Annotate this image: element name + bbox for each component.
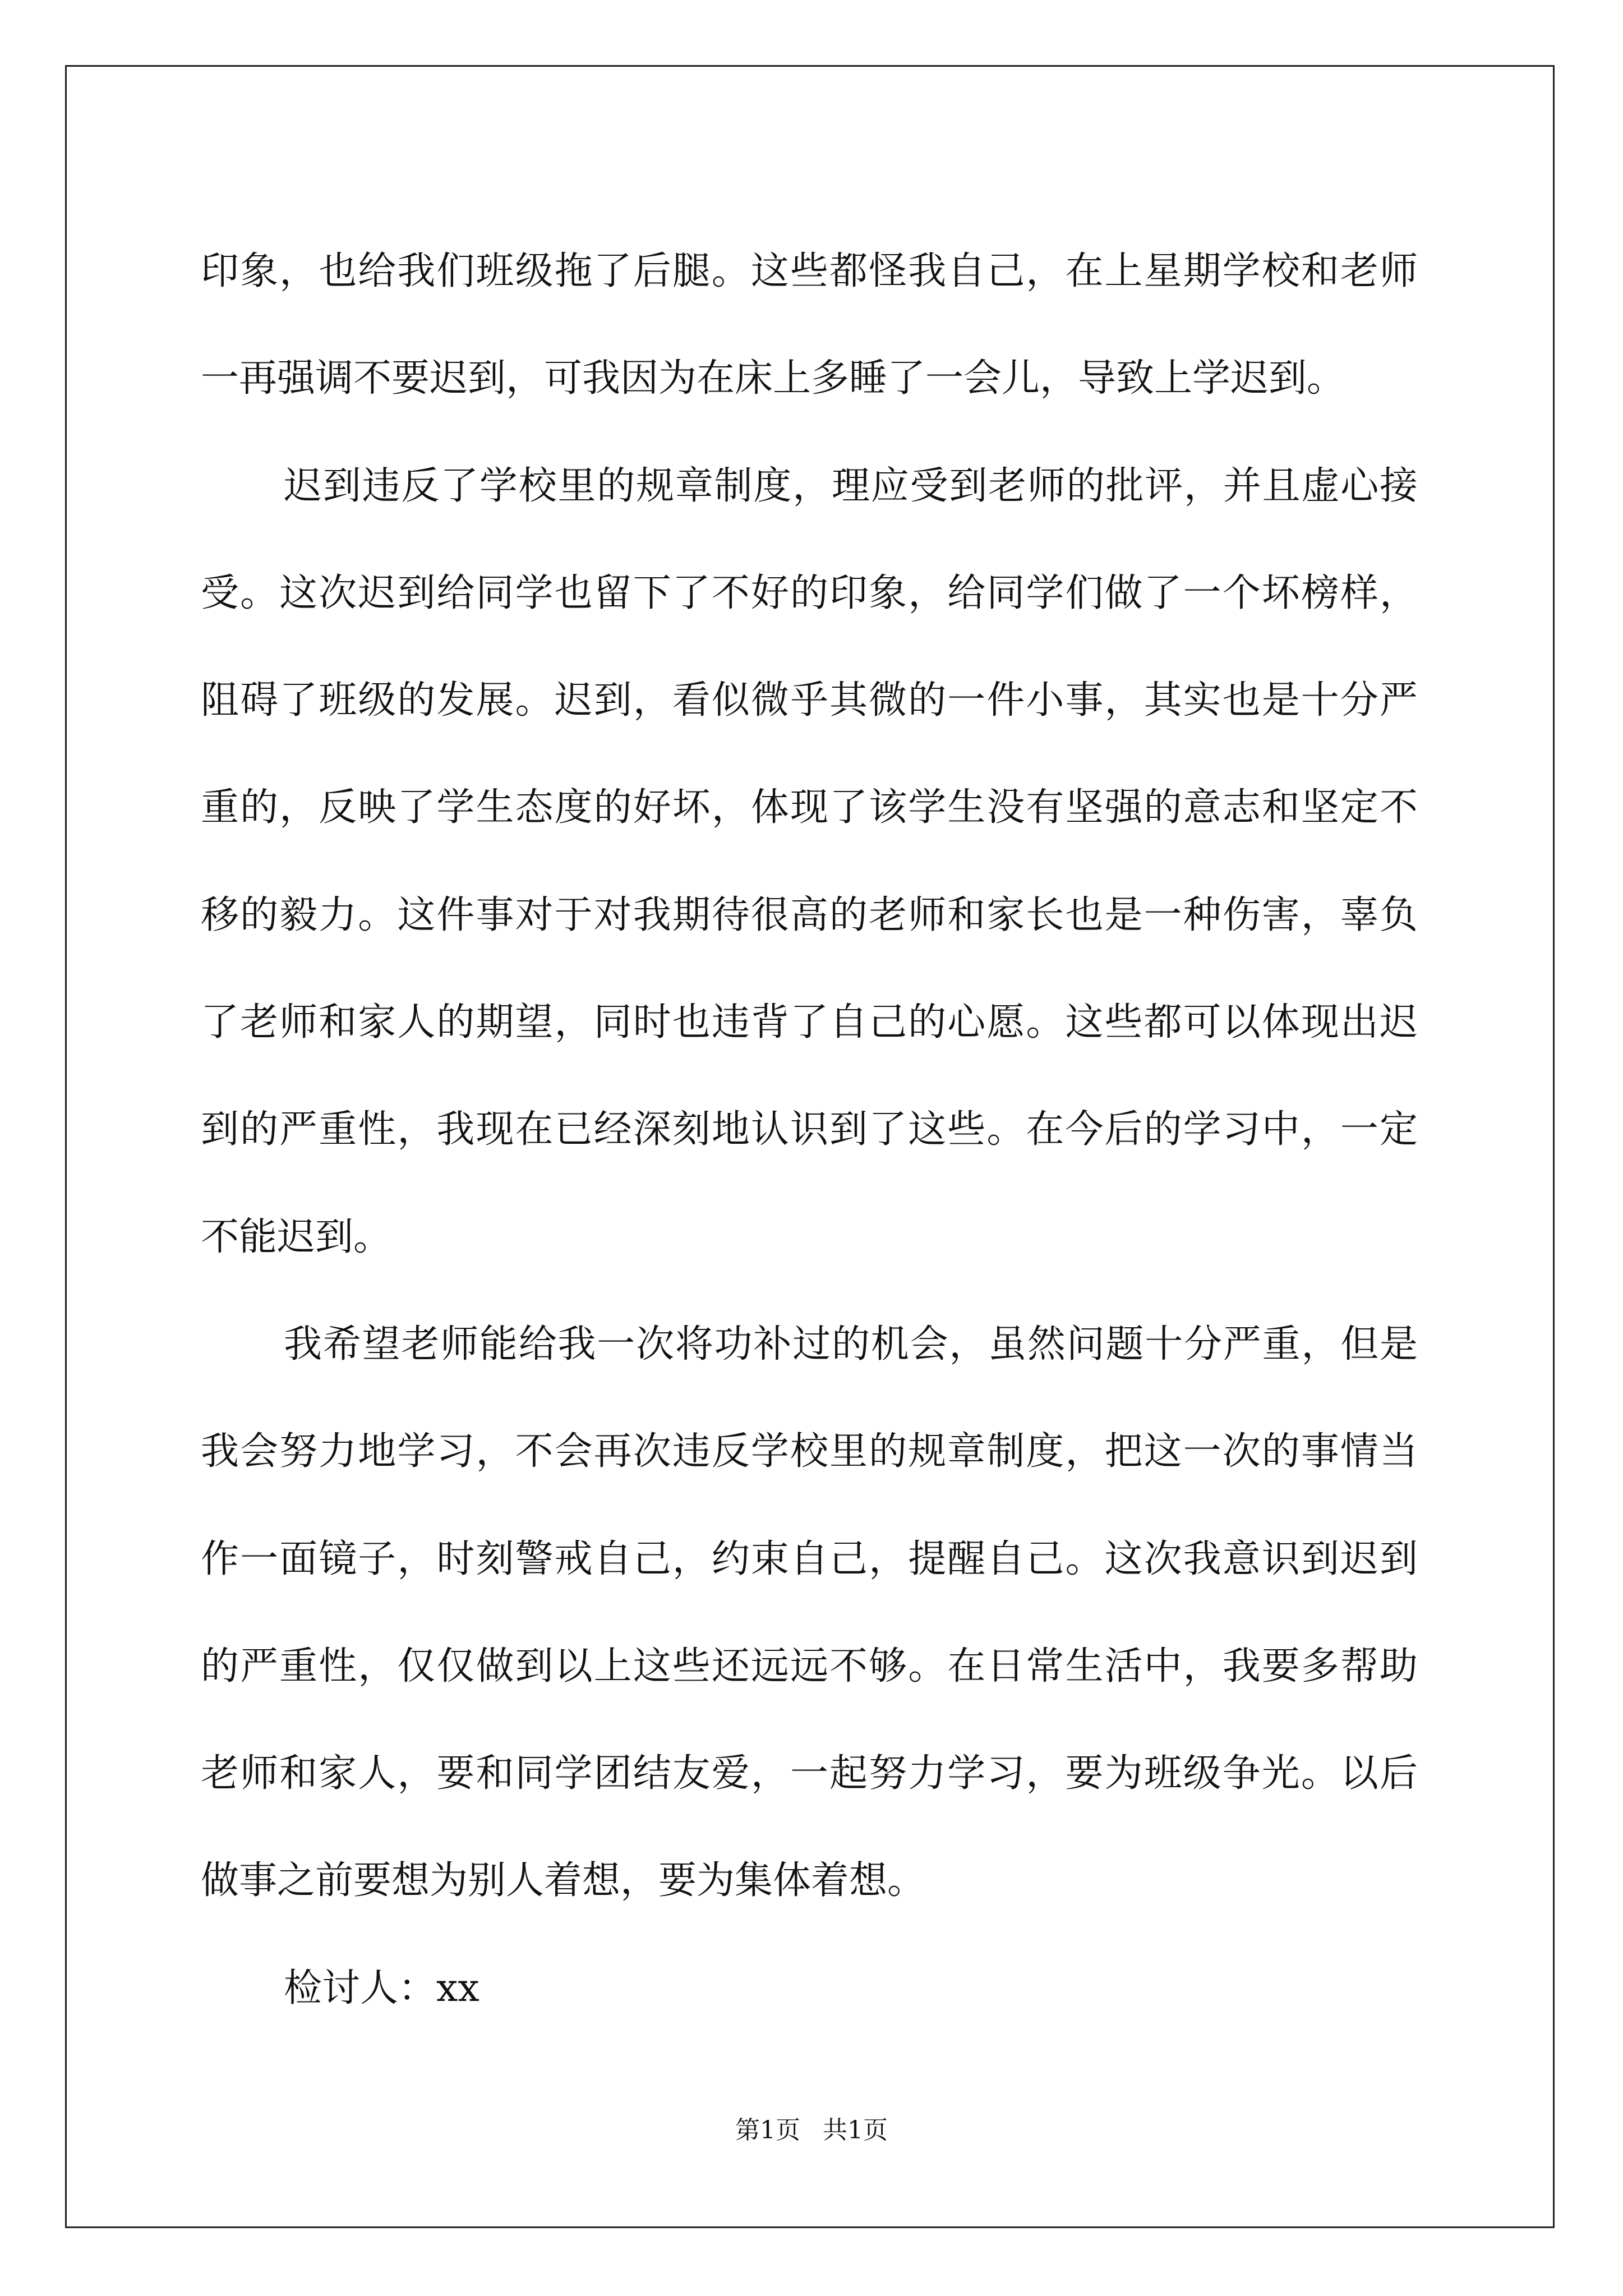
page-total: 共1页 xyxy=(823,2116,888,2145)
page-number: 第1页 xyxy=(735,2116,800,2145)
paragraph-1: 印象，也给我们班级拖了后腿。这些都怪我自己，在上星期学校和老师一再强调不要迟到，可我因为在床上多睡了一会儿，导致上学迟到。 xyxy=(201,249,1418,401)
page-footer xyxy=(0,2114,1623,2147)
document-body xyxy=(201,218,1418,2042)
paragraph-2: 迟到违反了学校里的规章制度，理应受到老师的批评，并且虚心接受。这次迟到给同学也留下了不好的印象，给同学们做了一个坏榜样，阻碍了班级的发展。迟到，看似微乎其微的一件小事，其实也是十分严重的，反映了学生态度的好坏，体现了该学生没有坚强的意志和坚定不移的毅力。这件事对于对我期待很高的老师和家长也是一种伤害，辜负了老师和家人的期望，同时也违背了自己的心愿。这些都可以体现出迟到的严重性，我现在已经深刻地认识到了这些。在今后的学习中，一定不能迟到。 xyxy=(201,463,1418,1259)
signature-line: 检讨人：xx xyxy=(284,1966,479,2010)
paragraph-3: 我希望老师能给我一次将功补过的机会，虽然问题十分严重，但是我会努力地学习，不会再次违反学校里的规章制度，把这一次的事情当作一面镜子，时刻警戒自己，约束自己，提醒自己。这次我意识到迟到的严重性，仅仅做到以上这些还远远不够。在日常生活中，我要多帮助老师和家人，要和同学团结友爱，一起努力学习，要为班级争光。以后做事之前要想为别人着想，要为集体着想。 xyxy=(201,1322,1418,1903)
